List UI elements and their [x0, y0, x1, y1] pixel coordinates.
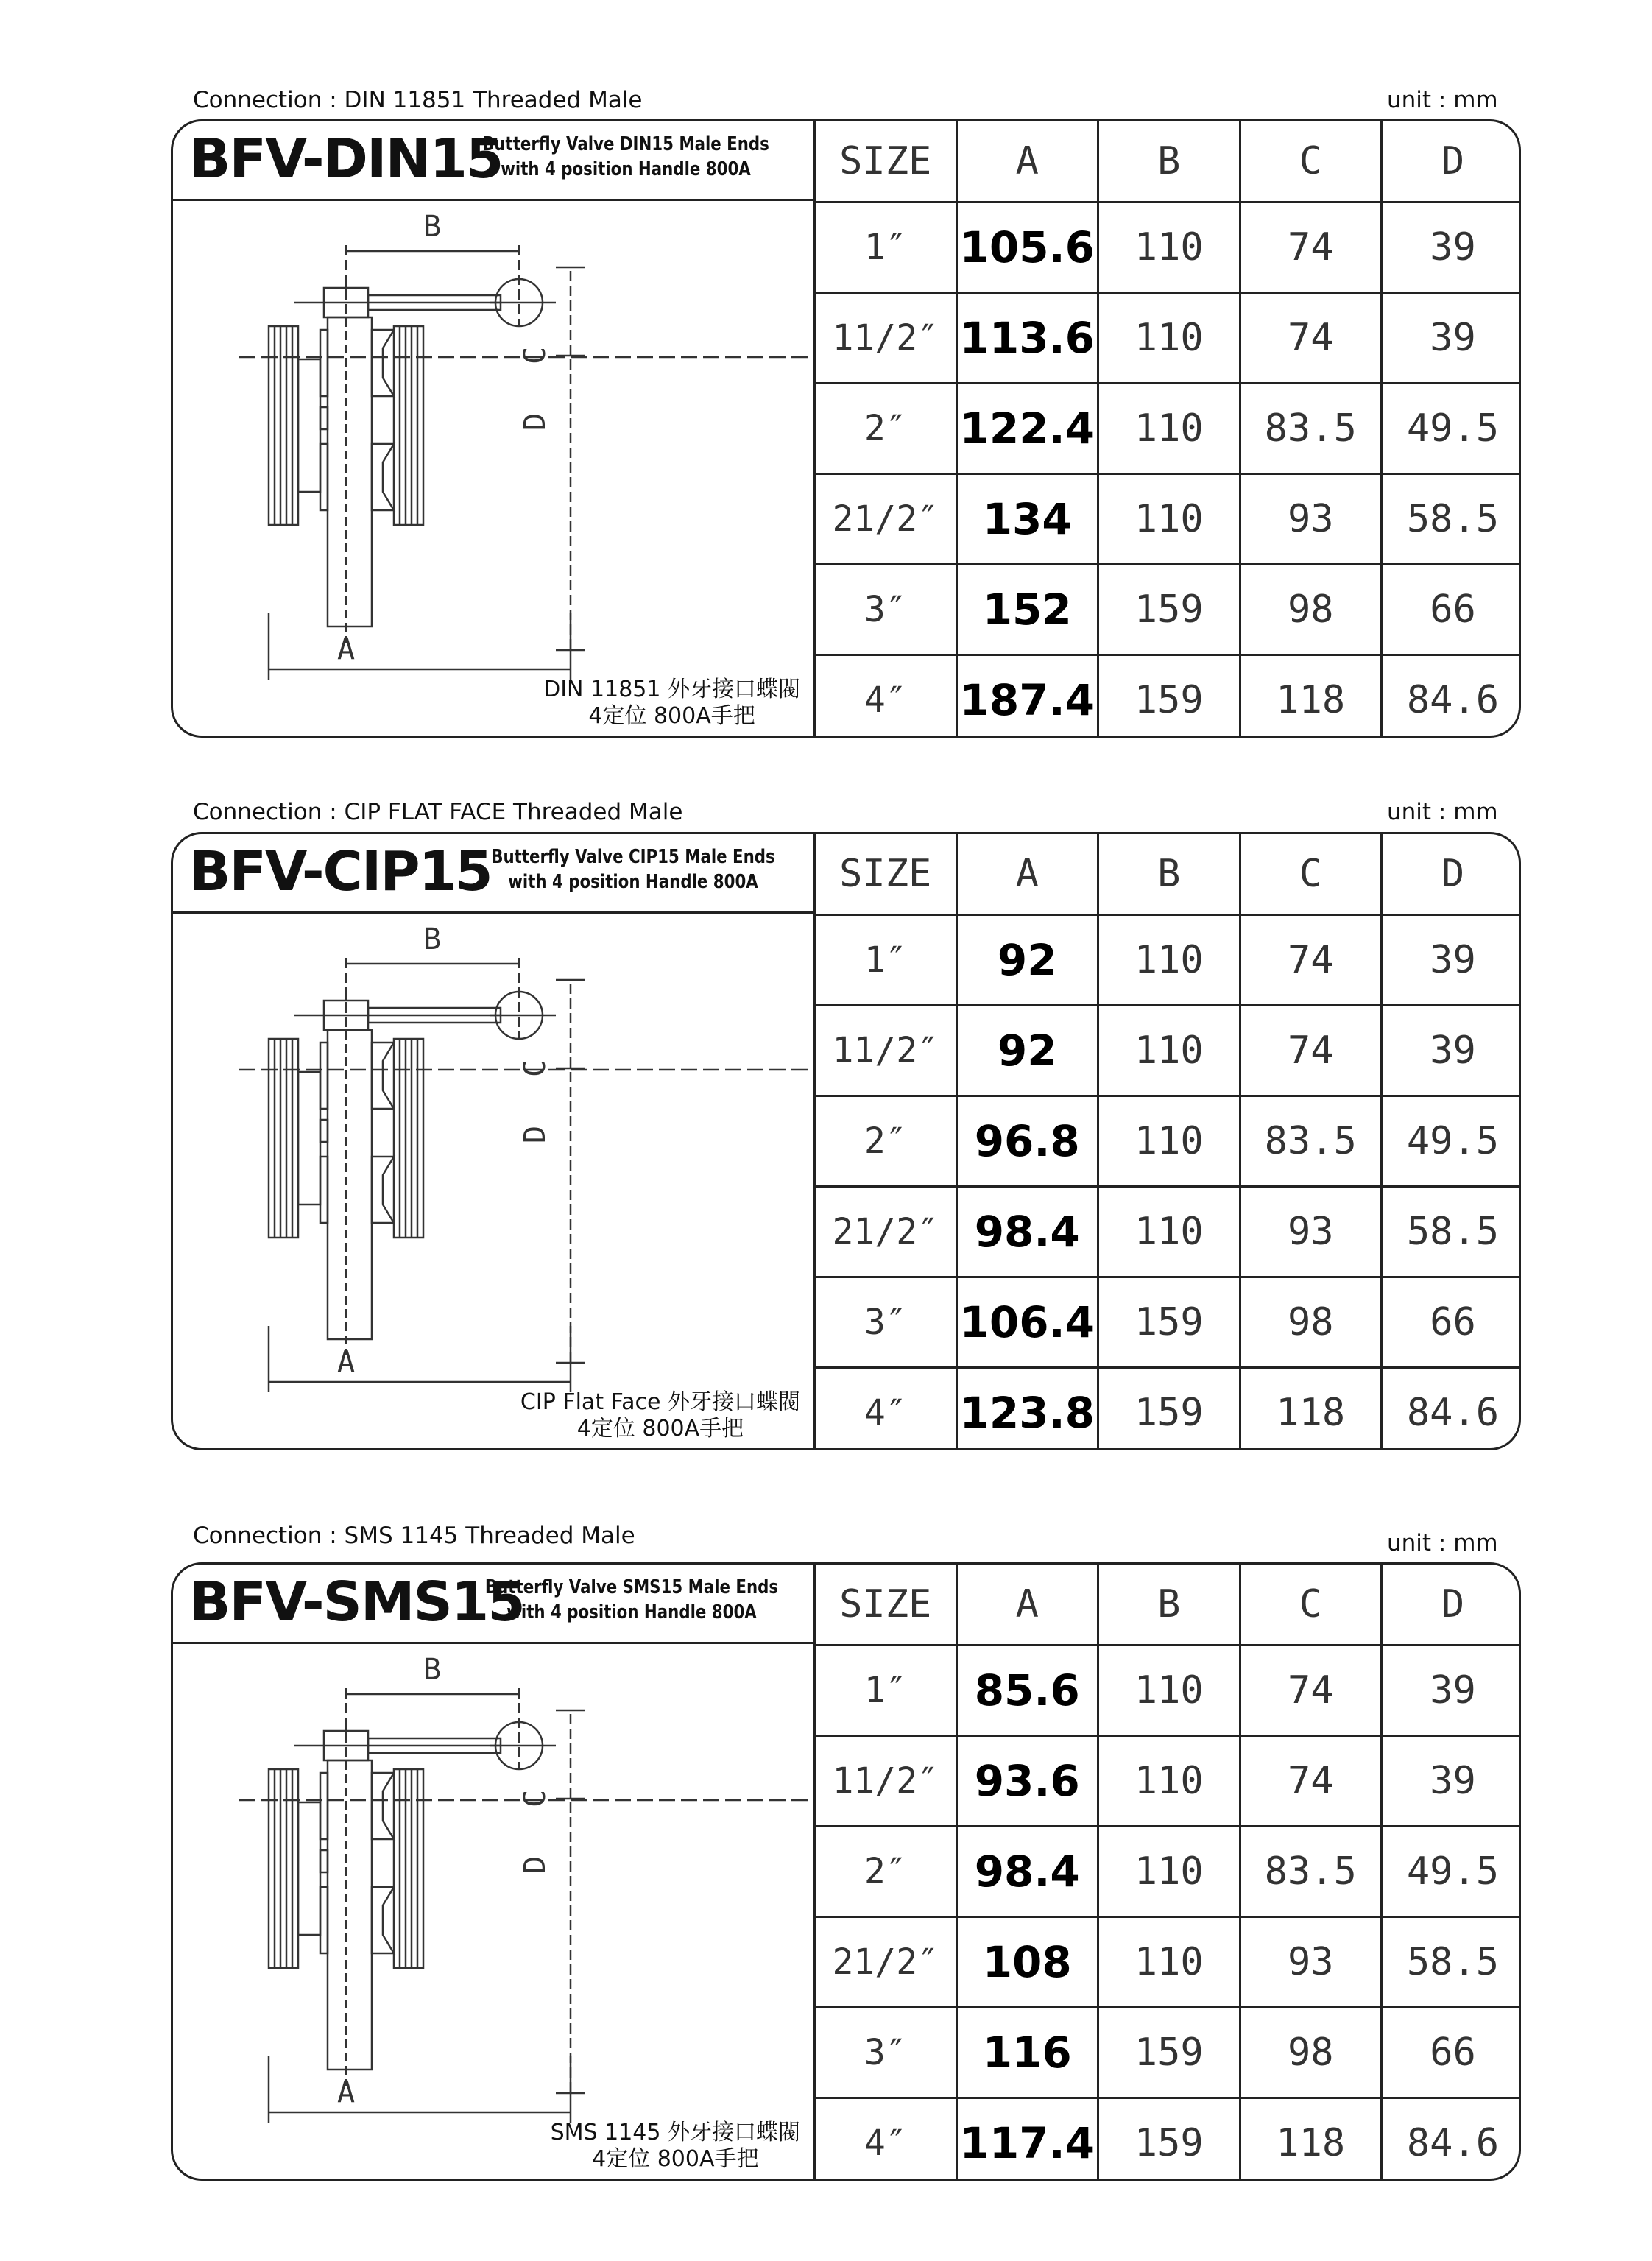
cell-c: 74: [1240, 915, 1382, 1006]
cell-a: 105.6: [956, 202, 1098, 293]
cell-d: 58.5: [1382, 1917, 1522, 2008]
cell-a: 123.8: [956, 1368, 1098, 1451]
cell-size: 3″: [815, 565, 957, 655]
cell-d: 66: [1382, 2008, 1522, 2098]
cell-d: 39: [1382, 1006, 1522, 1096]
cell-c: 118: [1240, 1368, 1382, 1451]
card-header: [173, 834, 813, 914]
dimension-table: [813, 834, 1521, 1450]
table-header-row: [815, 1565, 1522, 1646]
cell-b: 159: [1098, 655, 1240, 738]
description-line-1: Butterfly Valve SMS15 Male Ends: [484, 1576, 779, 1598]
table-row: [815, 1096, 1522, 1187]
cell-c: 74: [1240, 293, 1382, 384]
cell-d: 49.5: [1382, 1827, 1522, 1917]
drawing-caption: [520, 1389, 800, 1442]
table-row: [815, 202, 1522, 293]
cell-c: 118: [1240, 2098, 1382, 2181]
dim-label-b: B: [423, 1653, 442, 1687]
cell-a: 122.4: [956, 384, 1098, 474]
cell-d: 49.5: [1382, 1096, 1522, 1187]
description-line-2: with 4 position Handle 800A: [501, 158, 751, 180]
cell-b: 110: [1098, 1006, 1240, 1096]
table-row: [815, 1827, 1522, 1917]
cell-b: 159: [1098, 1368, 1240, 1451]
cell-a: 98.4: [956, 1827, 1098, 1917]
unit-label: unit : mm: [1387, 1530, 1498, 1556]
table-row: [815, 2098, 1522, 2181]
dimension-table: [813, 1565, 1521, 2181]
cell-a: 116: [956, 2008, 1098, 2098]
cell-d: 58.5: [1382, 1187, 1522, 1277]
header-d: D: [1382, 1565, 1522, 1646]
header-c: C: [1240, 834, 1382, 915]
table-row: [815, 1187, 1522, 1277]
cell-c: 83.5: [1240, 1096, 1382, 1187]
unit-label: unit : mm: [1387, 799, 1498, 825]
cell-a: 152: [956, 565, 1098, 655]
cell-d: 66: [1382, 565, 1522, 655]
dim-label-b: B: [423, 210, 442, 244]
cell-d: 58.5: [1382, 474, 1522, 565]
valve-diagram: [173, 1644, 813, 2181]
table-row: [815, 1368, 1522, 1451]
cell-c: 74: [1240, 1646, 1382, 1736]
model-title: BFV-SMS15: [189, 1570, 524, 1634]
cell-b: 159: [1098, 565, 1240, 655]
header-a: A: [956, 834, 1098, 915]
model-description: [475, 132, 777, 182]
valve-drawing: [173, 201, 813, 738]
description-line-1: Butterfly Valve DIN15 Male Ends: [482, 133, 769, 155]
cell-a: 187.4: [956, 655, 1098, 738]
model-description: [482, 844, 784, 895]
cell-d: 84.6: [1382, 1368, 1522, 1451]
table-header-row: [815, 834, 1522, 915]
cell-d: 39: [1382, 1736, 1522, 1827]
cell-c: 93: [1240, 1917, 1382, 2008]
table-row: [815, 2008, 1522, 2098]
cell-size: 4″: [815, 2098, 957, 2181]
drawing-caption: [551, 2120, 800, 2173]
cell-a: 96.8: [956, 1096, 1098, 1187]
dim-label-a: A: [336, 1345, 356, 1379]
cell-d: 39: [1382, 202, 1522, 293]
cell-a: 92: [956, 1006, 1098, 1096]
cell-c: 118: [1240, 655, 1382, 738]
cell-b: 110: [1098, 474, 1240, 565]
header-b: B: [1098, 121, 1240, 202]
cell-size: 21/2″: [815, 1917, 957, 2008]
header-d: D: [1382, 121, 1522, 202]
table-row: [815, 1006, 1522, 1096]
cell-b: 110: [1098, 1096, 1240, 1187]
cell-size: 3″: [815, 1277, 957, 1368]
caption-line-2: 4定位 800A手把: [576, 1416, 744, 1442]
dimension-table: [813, 121, 1521, 738]
header-c: C: [1240, 121, 1382, 202]
table-row: [815, 915, 1522, 1006]
cell-d: 84.6: [1382, 2098, 1522, 2181]
header-d: D: [1382, 834, 1522, 915]
cell-b: 110: [1098, 293, 1240, 384]
spec-card: [171, 119, 1521, 738]
caption-line-2: 4定位 800A手把: [592, 2146, 759, 2172]
cell-a: 117.4: [956, 2098, 1098, 2181]
cell-c: 74: [1240, 202, 1382, 293]
dim-label-c: C: [518, 1789, 552, 1808]
cell-b: 159: [1098, 2098, 1240, 2181]
cell-size: 2″: [815, 384, 957, 474]
table-row: [815, 1646, 1522, 1736]
connection-label: Connection : SMS 1145 Threaded Male: [193, 1523, 635, 1549]
header-size: SIZE: [815, 121, 957, 202]
dim-label-d: D: [518, 1855, 552, 1874]
spec-card: [171, 1562, 1521, 2181]
header-a: A: [956, 1565, 1098, 1646]
header-b: B: [1098, 834, 1240, 915]
table-row: [815, 565, 1522, 655]
cell-a: 134: [956, 474, 1098, 565]
description-line-2: with 4 position Handle 800A: [508, 871, 758, 893]
valve-drawing: [173, 1644, 813, 2181]
caption-line-1: SMS 1145 外牙接口蝶閥: [550, 2120, 800, 2145]
header-a: A: [956, 121, 1098, 202]
cell-c: 93: [1240, 474, 1382, 565]
valve-drawing: [173, 914, 813, 1450]
cell-a: 93.6: [956, 1736, 1098, 1827]
cell-d: 39: [1382, 1646, 1522, 1736]
cell-a: 113.6: [956, 293, 1098, 384]
cell-size: 1″: [815, 1646, 957, 1736]
caption-line-1: CIP Flat Face 外牙接口蝶閥: [520, 1389, 800, 1415]
dim-label-d: D: [518, 1125, 552, 1144]
cell-b: 110: [1098, 384, 1240, 474]
table-row: [815, 1277, 1522, 1368]
cell-a: 98.4: [956, 1187, 1098, 1277]
dim-label-d: D: [518, 412, 552, 431]
cell-size: 3″: [815, 2008, 957, 2098]
cell-d: 39: [1382, 293, 1522, 384]
dim-label-a: A: [336, 2075, 356, 2109]
caption-line-1: DIN 11851 外牙接口蝶閥: [543, 677, 800, 702]
cell-size: 11/2″: [815, 293, 957, 384]
card-header: [173, 121, 813, 201]
description-line-2: with 4 position Handle 800A: [506, 1601, 757, 1623]
header-size: SIZE: [815, 834, 957, 915]
table-row: [815, 293, 1522, 384]
cell-b: 110: [1098, 1827, 1240, 1917]
dim-label-b: B: [423, 923, 442, 956]
cell-b: 159: [1098, 2008, 1240, 2098]
table-row: [815, 474, 1522, 565]
table-header-row: [815, 121, 1522, 202]
model-title: BFV-DIN15: [189, 127, 503, 191]
cell-a: 85.6: [956, 1646, 1098, 1736]
cell-c: 74: [1240, 1006, 1382, 1096]
cell-size: 21/2″: [815, 474, 957, 565]
cell-a: 106.4: [956, 1277, 1098, 1368]
cell-size: 1″: [815, 915, 957, 1006]
cell-size: 11/2″: [815, 1736, 957, 1827]
cell-b: 110: [1098, 1646, 1240, 1736]
cell-b: 110: [1098, 202, 1240, 293]
cell-a: 92: [956, 915, 1098, 1006]
connection-label: Connection : CIP FLAT FACE Threaded Male: [193, 799, 683, 825]
cell-c: 98: [1240, 565, 1382, 655]
drawing-caption: [543, 677, 800, 730]
description-line-1: Butterfly Valve CIP15 Male Ends: [491, 846, 775, 868]
header-b: B: [1098, 1565, 1240, 1646]
cell-b: 110: [1098, 915, 1240, 1006]
model-title: BFV-CIP15: [189, 840, 492, 903]
cell-d: 39: [1382, 915, 1522, 1006]
dim-label-a: A: [336, 632, 356, 666]
cell-size: 21/2″: [815, 1187, 957, 1277]
cell-d: 49.5: [1382, 384, 1522, 474]
cell-b: 110: [1098, 1917, 1240, 2008]
valve-diagram: [173, 914, 813, 1450]
cell-size: 2″: [815, 1096, 957, 1187]
cell-d: 66: [1382, 1277, 1522, 1368]
spec-card: [171, 832, 1521, 1450]
cell-b: 110: [1098, 1736, 1240, 1827]
dim-label-c: C: [518, 346, 552, 365]
connection-label: Connection : DIN 11851 Threaded Male: [193, 87, 643, 113]
card-header: [173, 1565, 813, 1644]
cell-size: 11/2″: [815, 1006, 957, 1096]
cell-c: 74: [1240, 1736, 1382, 1827]
header-c: C: [1240, 1565, 1382, 1646]
cell-c: 83.5: [1240, 1827, 1382, 1917]
cell-b: 159: [1098, 1277, 1240, 1368]
table-row: [815, 384, 1522, 474]
header-size: SIZE: [815, 1565, 957, 1646]
cell-c: 98: [1240, 1277, 1382, 1368]
cell-size: 4″: [815, 655, 957, 738]
cell-size: 1″: [815, 202, 957, 293]
cell-size: 2″: [815, 1827, 957, 1917]
cell-d: 84.6: [1382, 655, 1522, 738]
cell-b: 110: [1098, 1187, 1240, 1277]
table-row: [815, 655, 1522, 738]
cell-c: 83.5: [1240, 384, 1382, 474]
valve-diagram: [173, 201, 813, 738]
caption-line-2: 4定位 800A手把: [588, 703, 755, 729]
cell-a: 108: [956, 1917, 1098, 2008]
model-description: [481, 1575, 783, 1625]
unit-label: unit : mm: [1387, 87, 1498, 113]
table-row: [815, 1917, 1522, 2008]
dim-label-c: C: [518, 1059, 552, 1078]
cell-c: 98: [1240, 2008, 1382, 2098]
cell-c: 93: [1240, 1187, 1382, 1277]
table-row: [815, 1736, 1522, 1827]
cell-size: 4″: [815, 1368, 957, 1451]
